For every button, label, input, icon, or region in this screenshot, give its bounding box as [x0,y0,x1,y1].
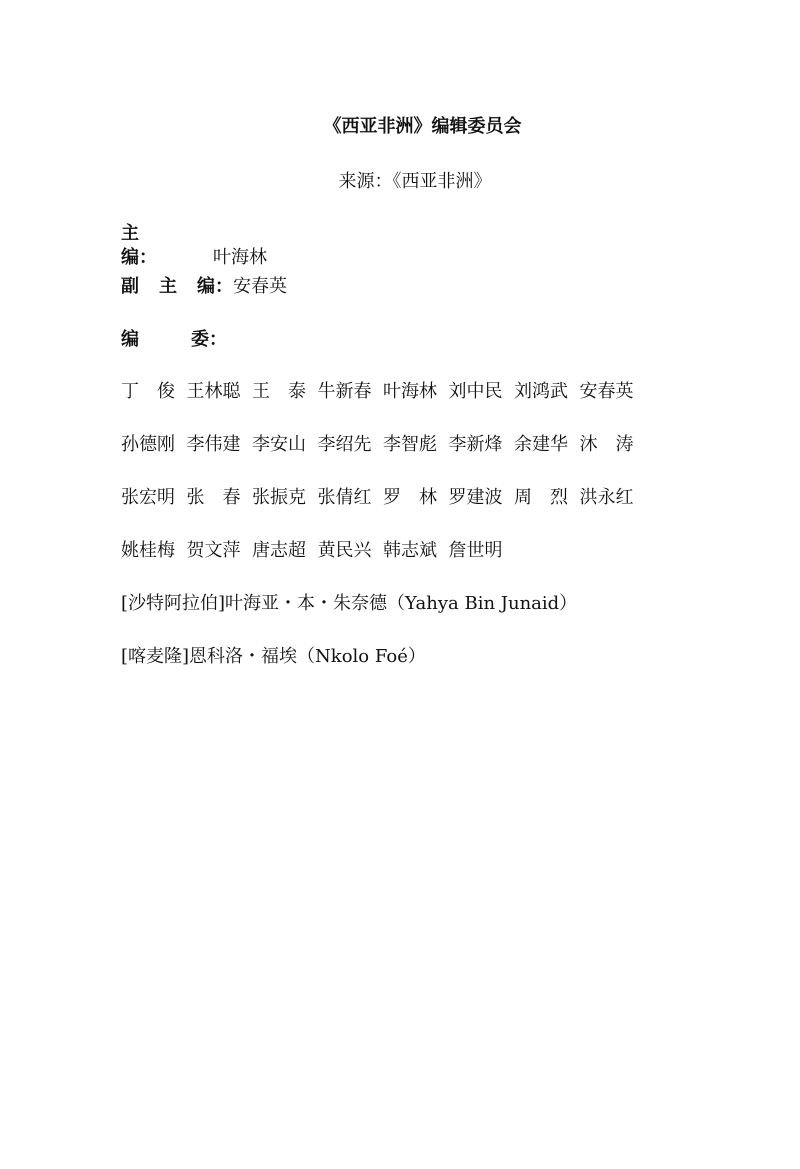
board-member: 叶海林 [383,381,437,402]
chief-editor-label: 主编： [121,223,157,268]
deputy-editor-label: 副 主 编： [121,276,233,297]
board-member: 张宏明 [121,487,175,508]
board-member: 李智彪 [383,434,437,455]
board-member: 罗建波 [448,487,503,508]
board-member: 贺文萍 [186,540,241,561]
board-member: 李新烽 [448,434,503,455]
board-label-line [121,328,227,352]
chief-editor-line [121,222,267,270]
board-row-1 [121,380,645,404]
board-member: 余建华 [514,434,568,455]
deputy-editor-name: 安春英 [233,276,287,297]
board-row-2 [121,433,645,457]
board-member: 丁 俊 [121,381,175,402]
board-member: 黄民兴 [317,540,372,561]
board-member: 周 烈 [514,487,568,508]
board-member: 姚桂梅 [121,540,175,561]
board-member: 洪永红 [579,487,634,508]
board-member: 李绍先 [317,434,372,455]
board-row-3 [121,486,645,510]
board-member: 刘中民 [448,381,503,402]
board-member: 孙德刚 [121,434,175,455]
board-member: 张倩红 [317,487,372,508]
board-member: 王 泰 [252,381,306,402]
board-member: 安春英 [579,381,634,402]
board-member: 刘鸿武 [514,381,568,402]
board-member: 唐志超 [252,540,306,561]
board-member: 罗 林 [383,487,437,508]
chief-editor-name: 叶海林 [213,247,267,268]
board-member: 李安山 [252,434,306,455]
board-row-4 [121,539,514,563]
board-member: 牛新春 [317,381,372,402]
board-member: 韩志斌 [383,540,437,561]
deputy-editor-line [121,275,287,299]
board-member: 张振克 [252,487,306,508]
board-member: 詹世明 [448,540,503,561]
board-member: 沐 涛 [579,434,634,455]
board-member: 张 春 [186,487,241,508]
document-title: 《西亚非洲》编辑委员会 [323,116,522,137]
board-member: 李伟建 [186,434,241,455]
board-label: 编 委： [121,329,227,350]
foreign-member-1: [沙特阿拉伯]叶海亚・本・朱奈德（Yahya Bin Junaid） [121,593,578,614]
board-member: 王林聪 [186,381,241,402]
foreign-member-2: [喀麦隆]恩科洛・福埃（Nkolo Foé） [121,646,426,667]
source-line: 来源：《西亚非洲》 [338,171,492,192]
